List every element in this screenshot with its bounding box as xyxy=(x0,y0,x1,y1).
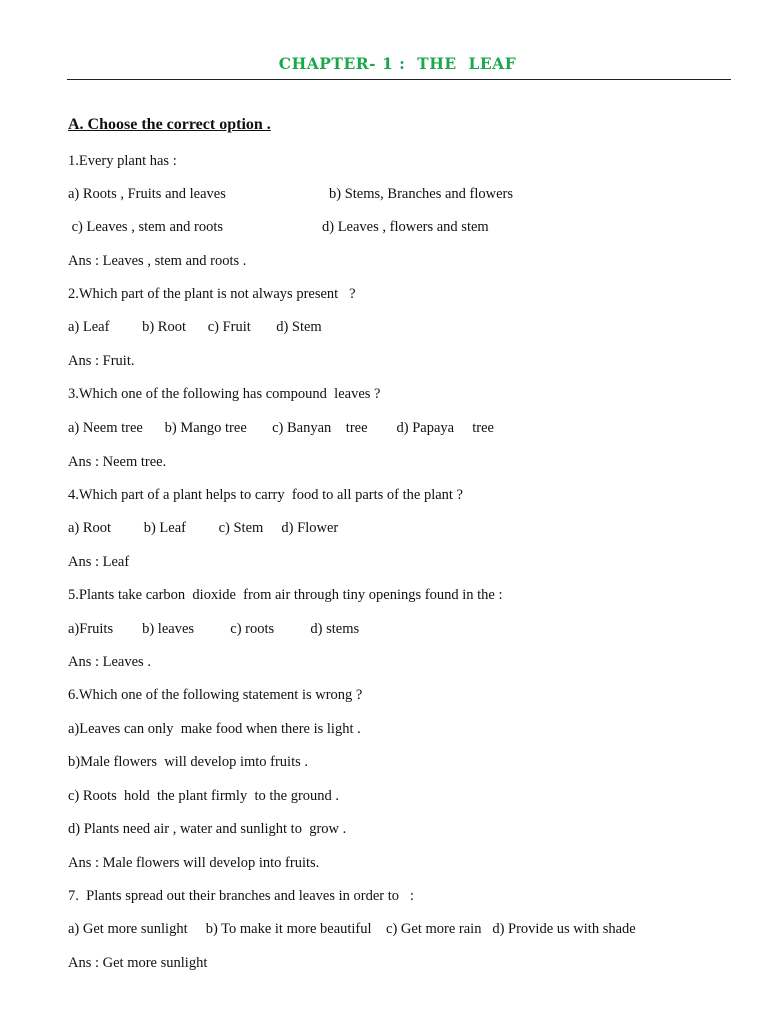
q1-answer: Ans : Leaves , stem and roots . xyxy=(68,253,247,269)
q3-answer: Ans : Neem tree. xyxy=(68,454,167,470)
title-underline-rule xyxy=(67,79,731,80)
q1-option-c: c) Leaves , stem and roots xyxy=(68,219,224,235)
q6-answer: Ans : Male flowers will develop into fruits. xyxy=(68,855,320,871)
chapter-title: CHAPTER- 1 : THE LEAF xyxy=(278,54,517,73)
section-a-heading: A. Choose the correct option . xyxy=(68,116,271,133)
q3-options: a) Neem tree b) Mango tree c) Banyan tree d) Papaya tree xyxy=(68,420,494,436)
q6-option-b: b)Male flowers will develop imto fruits . xyxy=(68,754,309,770)
q1-option-d: d) Leaves , flowers and stem xyxy=(322,219,489,235)
question-7: 7. Plants spread out their branches and leaves in order to : xyxy=(68,888,414,904)
q5-answer: Ans : Leaves . xyxy=(68,654,151,670)
question-6: 6.Which one of the following statement is wrong ? xyxy=(68,687,363,703)
q1-option-a: a) Roots , Fruits and leaves xyxy=(68,186,226,202)
q6-option-d: d) Plants need air , water and sunlight to grow . xyxy=(68,821,347,837)
question-2: 2.Which part of the plant is not always present ? xyxy=(68,286,356,302)
q4-options: a) Root b) Leaf c) Stem d) Flower xyxy=(68,520,339,536)
question-4: 4.Which part of a plant helps to carry food to all parts of the plant ? xyxy=(68,487,463,503)
q7-options: a) Get more sunlight b) To make it more beautiful c) Get more rain d) Provide us with shade xyxy=(68,921,636,937)
q6-option-a: a)Leaves can only make food when there is light . xyxy=(68,721,361,737)
question-1: 1.Every plant has : xyxy=(68,153,177,169)
question-5: 5.Plants take carbon dioxide from air through tiny openings found in the : xyxy=(68,587,503,603)
q6-option-c: c) Roots hold the plant firmly to the ground . xyxy=(68,788,340,804)
q4-answer: Ans : Leaf xyxy=(68,554,130,570)
q2-answer: Ans : Fruit. xyxy=(68,353,135,369)
q5-options: a)Fruits b) leaves c) roots d) stems xyxy=(68,621,360,637)
q1-option-b: b) Stems, Branches and flowers xyxy=(329,186,514,202)
question-3: 3.Which one of the following has compound leaves ? xyxy=(68,386,381,402)
q2-options: a) Leaf b) Root c) Fruit d) Stem xyxy=(68,319,322,335)
q7-answer: Ans : Get more sunlight xyxy=(68,955,208,971)
